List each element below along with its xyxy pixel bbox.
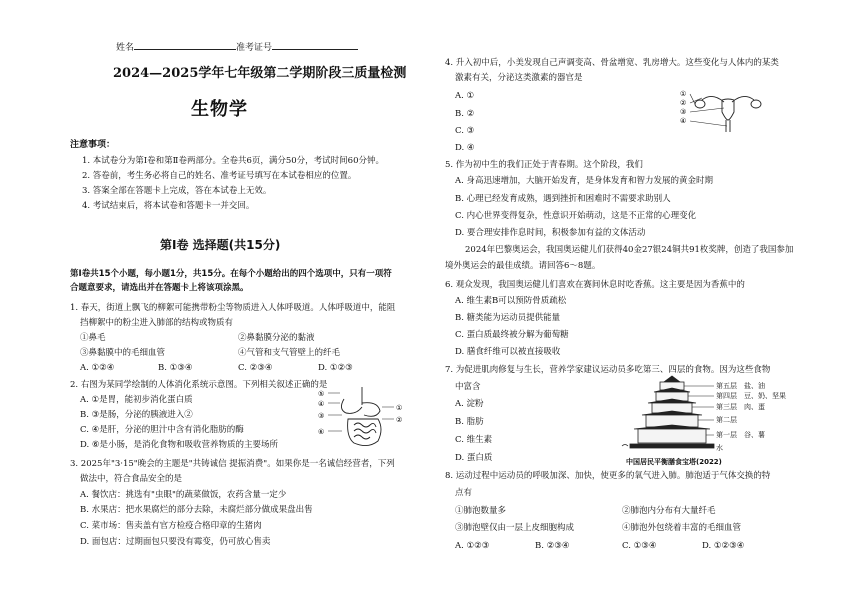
q1-choice-d[interactable]: D. ①②③ [318, 363, 353, 373]
exam-title: 2024—2025学年七年级第二学期阶段三质量检测 [113, 66, 407, 81]
q1-stem: 1. 春天，街道上飘飞的柳絮可能携带粉尘等物质进入人体呼吸道。人体呼吸道中，能阻 [70, 303, 396, 313]
name-blank [134, 41, 236, 50]
q3-stem: 做法中，符合食品安全的是 [80, 474, 183, 484]
q8-item: ①肺泡数量多 [455, 506, 507, 516]
diagram-label: ① [396, 404, 403, 412]
pagoda-layer-label: 第四层 [716, 392, 737, 400]
q3-stem: 3. 2025年"3·15"晚会的主题是"共铸诚信 提振消费"。如果你是一名诚信经营者，下列 [70, 459, 395, 469]
pagoda-layer-label: 第三层 [716, 403, 737, 411]
q7-choice-b[interactable]: B. 脂肪 [455, 417, 484, 427]
q8-choice-d[interactable]: D. ①②③④ [702, 541, 745, 551]
pagoda-layer-label: 第一层 [716, 431, 737, 439]
passage: 境外奥运会的最佳成绩。请回答6～8题。 [445, 261, 601, 271]
name-field [116, 41, 358, 54]
q7-choice-a[interactable]: A. 淀粉 [455, 399, 484, 409]
diagram-label: ② [396, 416, 403, 424]
name-label: 姓名 [116, 43, 135, 53]
diagram-label: ② [680, 99, 687, 107]
exam-id-label: 准考证号 [236, 43, 273, 53]
q5-choice-a[interactable]: A. 身高迅速增加，大脑开始发育，是身体发育和智力发展的黄金时期 [455, 176, 714, 186]
q6-choice-d[interactable]: D. 膳食纤维可以被直接吸收 [455, 347, 561, 357]
notes-title: 注意事项： [70, 140, 116, 150]
q8-item: ③肺泡壁仅由一层上皮细胞构成 [455, 523, 575, 533]
q4-choice-d[interactable]: D. ④ [455, 143, 475, 153]
q1-item: ④气管和支气管壁上的纤毛 [238, 348, 341, 358]
pagoda-food-label: 盐、油 [744, 382, 765, 390]
diagram-label: ④ [680, 117, 687, 125]
q2-choice-c[interactable]: C. ④是肝，分泌的胆汁中含有消化脂肪的酶 [80, 425, 244, 435]
passage: 2024年巴黎奥运会，我国奥运健儿们获得40金27银24铜共91枚奖牌，创造了我国参加 [465, 245, 794, 255]
q7-choice-d[interactable]: D. 蛋白质 [455, 453, 493, 463]
q5-choice-b[interactable]: B. 心理已经发育成熟，遇到挫折和困难时不需要求助别人 [455, 194, 671, 204]
q5-stem: 5. 作为初中生的我们正处于青春期。这个阶段，我们 [445, 160, 643, 170]
diagram-label: ③ [680, 108, 687, 116]
q3-choice-b[interactable]: B. 水果店：把水果腐烂的部分去除，未腐烂部分做成果盘出售 [80, 505, 313, 515]
q4-choice-c[interactable]: C. ③ [455, 126, 475, 136]
note-item: 2. 答卷前，考生务必将自己的姓名、准考证号填写在本试卷相应的位置。 [82, 171, 357, 181]
q8-stem: 8. 运动过程中运动员的呼吸加深、加快，使更多的氧气进入肺。肺泡适于气体交换的特 [445, 471, 771, 481]
diagram-label: ⑥ [318, 428, 325, 436]
q6-choice-c[interactable]: C. 蛋白质最终被分解为葡萄糖 [455, 330, 569, 340]
q2-choice-d[interactable]: D. ⑥是小肠，是消化食物和吸收营养物质的主要场所 [80, 440, 279, 450]
q4-stem: 激素有关，分泌这类激素的器官是 [455, 73, 583, 83]
section1-title: 第Ⅰ卷 选择题(共15分) [160, 238, 281, 252]
q4-stem: 4. 升入初中后，小美发现自己声调变高、骨盆增宽、乳房增大。这些变化与人体内的某类 [445, 58, 779, 68]
section1-intro: 第Ⅰ卷共15个小题，每小题1分，共15分。在每个小题给出的四个选项中，只有一项符 [70, 269, 392, 279]
q8-choice-c[interactable]: C. ①③④ [622, 541, 657, 551]
q3-choice-d[interactable]: D. 面包店：过期面包只要没有霉变，仍可放心售卖 [80, 537, 271, 547]
q6-stem: 6. 观众发现，我国奥运健儿们喜欢在赛间休息时吃香蕉。这主要是因为香蕉中的 [445, 280, 745, 290]
q6-choice-a[interactable]: A. 维生素B可以预防骨质疏松 [455, 296, 567, 306]
diagram-label: ⑤ [318, 390, 325, 398]
note-item: 1. 本试卷分为第Ⅰ卷和第Ⅱ卷两部分。全卷共6页，满分50分，考试时间60分钟。 [82, 156, 384, 166]
female-reproductive-diagram [680, 86, 776, 136]
q1-item: ③鼻黏膜中的毛细血管 [80, 348, 166, 358]
subject-title: 生物学 [191, 99, 248, 120]
q8-choice-b[interactable]: B. ②③④ [535, 541, 570, 551]
q7-stem: 中富含 [455, 382, 481, 392]
q3-choice-c[interactable]: C. 菜市场：售卖盖有官方检疫合格印章的生猪肉 [80, 521, 262, 531]
note-item: 4. 考试结束后，将本试卷和答题卡一并交回。 [82, 201, 255, 211]
q7-choice-c[interactable]: C. 维生素 [455, 435, 493, 445]
q1-item: ②鼻黏膜分泌的黏液 [238, 333, 315, 343]
pagoda-food-label: 豆、奶、坚果 [744, 392, 786, 400]
pagoda-layer-label: 第五层 [716, 382, 737, 390]
diagram-label: ③ [318, 412, 325, 420]
ovary-shape [751, 100, 761, 108]
q2-choice-b[interactable]: B. ③是肠，分泌的胰液进入② [80, 410, 193, 420]
q3-choice-a[interactable]: A. 餐饮店：挑选有"虫眼"的蔬菜做饭，农药含量一定少 [80, 490, 287, 500]
q8-stem: 点有 [455, 488, 473, 498]
diagram-label: ① [680, 90, 687, 98]
note-item: 3. 答案全部在答题卡上完成，答在本试卷上无效。 [82, 186, 272, 196]
pagoda-food-label: 谷、薯 [744, 431, 765, 439]
section1-intro: 合题意要求，请选出并在答题卡上将该项涂黑。 [70, 283, 249, 293]
q1-choice-b[interactable]: B. ①③④ [158, 363, 193, 373]
q1-choice-a[interactable]: A. ①②④ [80, 363, 115, 373]
ovary-shape [695, 100, 705, 108]
q1-item: ①鼻毛 [80, 333, 106, 343]
q4-choice-a[interactable]: A. ① [455, 91, 475, 101]
pagoda-layer-1 [638, 429, 706, 443]
q5-choice-c[interactable]: C. 内心世界变得复杂，性意识开始萌动，这是不正常的心理变化 [455, 211, 697, 221]
q8-choice-a[interactable]: A. ①②③ [455, 541, 490, 551]
pagoda-food-label: 肉、蛋 [744, 403, 765, 411]
pagoda-water-label: 水 [716, 444, 723, 452]
q6-choice-b[interactable]: B. 糖类能为运动员提供能量 [455, 313, 561, 323]
q4-choice-b[interactable]: B. ② [455, 109, 475, 119]
exam-id-blank [272, 41, 358, 50]
q1-choice-c[interactable]: C. ②③④ [238, 363, 273, 373]
stomach-shape [362, 403, 380, 417]
pagoda-layer-label: 第二层 [716, 416, 737, 424]
q1-stem: 挡柳絮中的粉尘进入肺部的结构或物质有 [80, 318, 234, 328]
q2-stem: 2. 右图为某同学绘制的人体消化系统示意图。下列相关叙述正确的是 [70, 380, 328, 390]
food-pagoda-diagram [620, 376, 786, 468]
q5-choice-d[interactable]: D. 要合理安排作息时间，积极参加有益的文体活动 [455, 228, 646, 238]
digestive-system-diagram [318, 385, 404, 455]
q2-choice-a[interactable]: A. ①是胃，能初步消化蛋白质 [80, 395, 193, 405]
q7-stem: 7. 为促进肌肉修复与生长，营养学家建议运动员多吃第三、四层的食物。因为这些食物 [445, 365, 771, 375]
diagram-label: ④ [318, 400, 325, 408]
pagoda-caption: 中国居民平衡膳食宝塔(2022) [626, 458, 722, 466]
q8-item: ④肺泡外包绕着丰富的毛细血管 [622, 523, 742, 533]
q8-item: ②肺泡内分布有大量纤毛 [622, 506, 716, 516]
small-intestine-shape [354, 423, 376, 439]
pagoda-roof [664, 376, 680, 382]
liver-shape [341, 399, 362, 413]
